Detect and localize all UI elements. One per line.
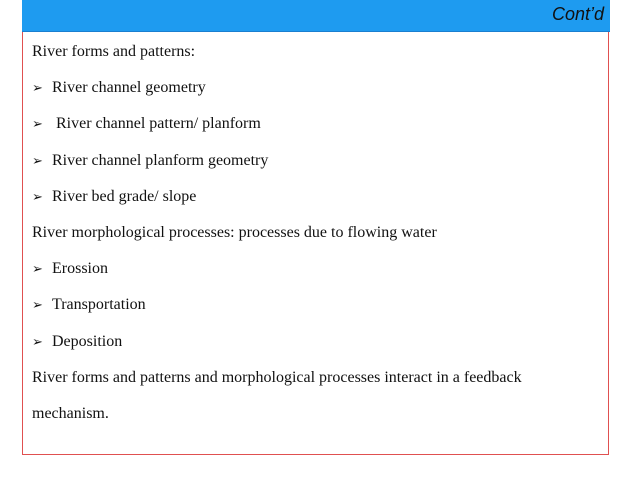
- conclusion-text: River forms and patterns and morphological processes interact in a feedback mechanism.: [32, 368, 522, 422]
- list-item: ➢ Transportation: [32, 295, 602, 331]
- arrow-bullet-icon: ➢: [32, 81, 43, 97]
- arrow-bullet-icon: ➢: [32, 189, 43, 205]
- arrow-bullet-icon: ➢: [32, 262, 43, 278]
- list-item: ➢ River bed grade/ slope: [32, 187, 602, 223]
- list-item: ➢ River channel planform geometry: [32, 151, 602, 187]
- arrow-bullet-icon: ➢: [32, 298, 43, 314]
- list-item: ➢ Erossion: [32, 259, 602, 295]
- forms-heading: River forms and patterns:: [32, 43, 196, 60]
- slide-title: Cont’d: [551, 4, 604, 24]
- arrow-bullet-icon: ➢: [32, 153, 43, 169]
- header-bar: [22, 0, 610, 32]
- list-item: ➢ River channel geometry: [32, 78, 602, 114]
- processes-heading: River morphological processes: processes due to flowing water: [32, 223, 437, 241]
- slide-content: [32, 42, 602, 432]
- arrow-bullet-icon: ➢: [32, 117, 43, 133]
- arrow-bullet-icon: ➢: [32, 334, 43, 350]
- list-item: ➢ River channel pattern/ planform: [32, 114, 602, 150]
- list-item: ➢ Deposition: [32, 332, 602, 368]
